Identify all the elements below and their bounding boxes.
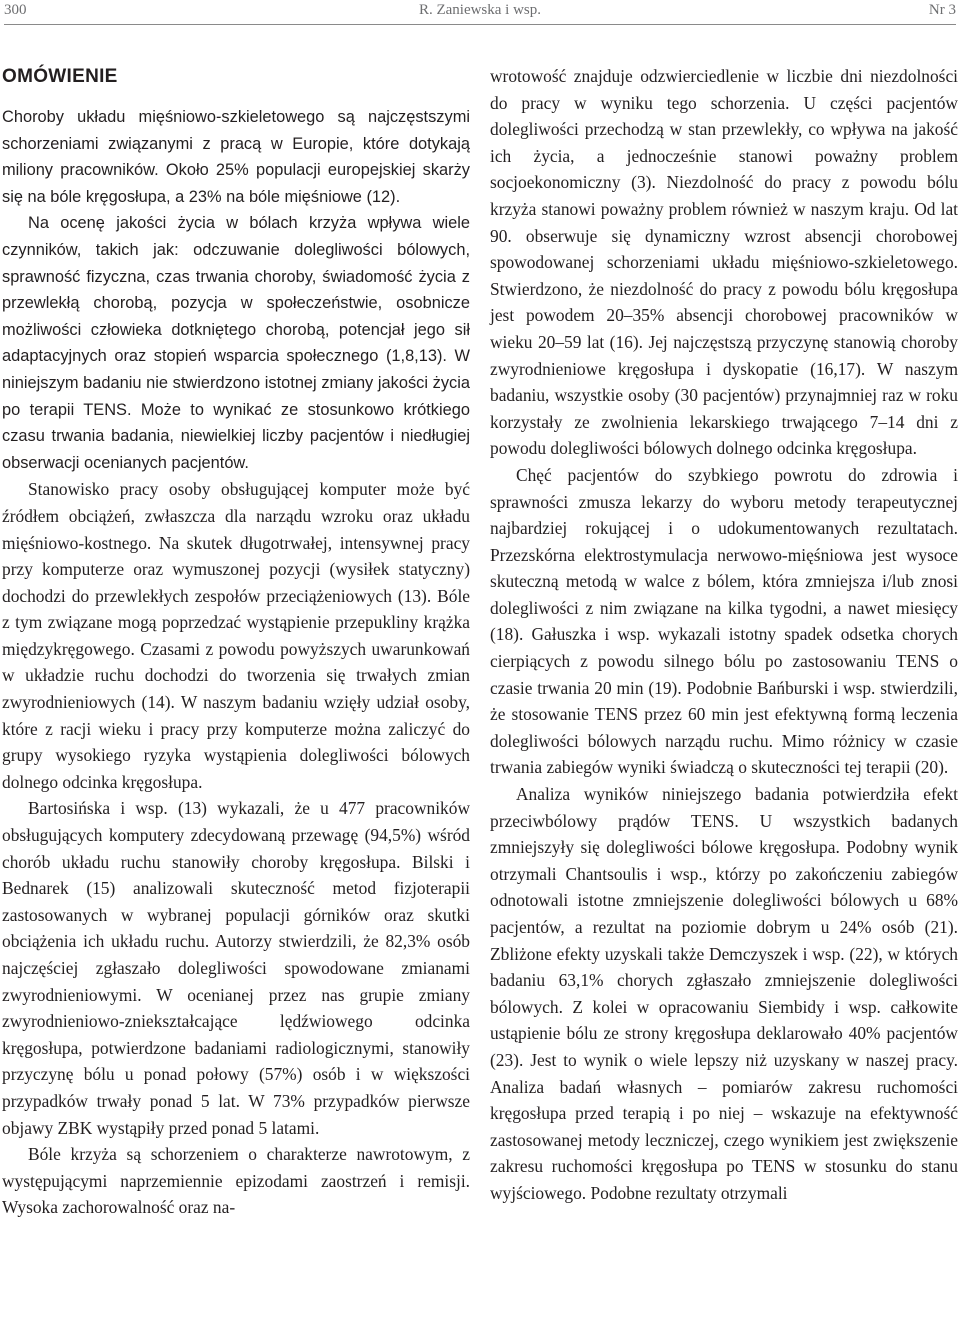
paragraph: Bartosińska i wsp. (13) wykazali, że u 477 pracowników obsługujących komputery zdecydowaną przewagę (94,5%) wśród chorób układu ruchu stanowiły choroby kręgosłupa. Bilski i Bednarek (15) analizowali skuteczność metod fizjoterapii zastosowanych w wybranej populacji górników oraz skutki obciążenia ich układu ruchu. Autorzy stwierdzili, że 82,3% osób najczęściej zgłaszało dolegliwości spowodowane zmianami zwyrodnieniowymi. W ocenianej przez nas grupie zmiany zwyrodnieniowo-zniekształcające lędźwiowego odcinka kręgosłupa, potwierdzone badaniami radiologicznymi, stanowiły przyczynę bólu u ponad połowy (57%) osób i w większości przypadków trwały ponad 5 lat. W 73% przypadków pierwsze objawy ZBK wystąpiły przed ponad 5 latami.: [2, 798, 470, 1138]
paragraph: Choroby układu mięśniowo-szkieletowego są najczęstszymi schorzeniami związanymi z pracą w Europie, które dotykają miliony pracowników. Około 25% populacji europejskiej skarży się na bóle kręgosłupa, a 23% na bóle mięśniowe (12).: [2, 108, 470, 206]
right-column: [490, 63, 958, 1207]
running-head-authors: R. Zaniewska i wsp.: [418, 2, 542, 18]
paragraph: Na ocenę jakości życia w bólach krzyża wpływa wiele czynników, takich jak: odczuwanie dolegliwości bólowych, sprawność fizyczna, czas trwania choroby, świadomość życia z przewlekłą chorobą, pozycja w społeczeństwie, osobnicze możliwości człowieka dotkniętego chorobą, potencjał jego sił adaptacyjnych oraz stopień wsparcia społecznego (1,8,13). W niniejszym badaniu nie stwierdzono istotnej zmiany jakości życia po terapii TENS. Może to wynikać ze stosunkowo krótkiego czasu trwania badania, niewielkiej liczby pacjentów i niedługiej obserwacji ocenianych pacjentów.: [2, 214, 470, 472]
issue-number: Nr 3: [928, 2, 956, 18]
paragraph: Analiza wyników niniejszego badania potwierdziła efekt przeciwbólowy prądów TENS. U wszystkich badanych zmniejszyły się dolegliwości bólowe kręgosłupa. Podobny wynik otrzymali Chantsoulis i wsp., którzy po zakończeniu zabiegów odnotowali istotne zmniejszenie dolegliwości bólowych u 68% pacjentów, a rezultat na poziomie dobrym u 24% osób (21). Zbliżone efekty uzyskali także Demczyszek i wsp. (22), w których badaniu 63,1% chorych zgłaszało zmniejszenie dolegliwości bólowych. Z kolei w opracowaniu Siembidy i wsp. całkowite ustąpienie bólu ze strony kręgosłupa deklarowało 40% pacjentów (23). Jest to wynik o wiele lepszy niż uzyskany w naszej pracy. Analiza badań własnych – pomiarów zakresu ruchomości kręgosłupa przed terapią i po niej – wskazuje na efektywność zastosowanej metody leczniczej, czego wynikiem jest zwiększenie zakresu ruchomości kręgosłupa po TENS w stosunku do stanu wyjściowego. Podobne rezultaty otrzymali: [490, 784, 958, 1203]
left-column: [2, 62, 470, 1221]
paragraph: Bóle krzyża są schorzeniem o charakterze nawrotowym, z występującymi naprzemiennie epizodami zaostrzeń i remisji. Wysoka zachorowalność oraz na-: [2, 1144, 470, 1218]
running-head: [4, 0, 956, 25]
paragraph: Stanowisko pracy osoby obsługującej komputer może być źródłem obciążeń, zwłaszcza dla narządu wzroku oraz układu mięśniowo-kostnego. Na skutek długotrwałej, intensywnej pracy przy komputerze oraz wymuszonej pozycji (wysiłek statyczny) dochodzi do przewlekłych zespołów przeciążeniowych (13). Bóle z tym związane mogą poprzedzać wystąpienie przepukliny krążka międzykręgowego. Czasami z powodu powyższych uwarunkowań w układzie ruchu dochodzi do tworzenia się trwałych zmian zwyrodnieniowych (14). W naszym badaniu wzięły udział osoby, które z racji wieku i pracy przy komputerze można zaliczyć do grupy wysokiego ryzyka wystąpienia dolegliwości bólowych dolnego odcinka kręgosłupa.: [2, 479, 470, 792]
section-title: OMÓWIENIE: [2, 66, 118, 87]
paragraph: Chęć pacjentów do szybkiego powrotu do zdrowia i sprawności zmusza lekarzy do wyboru metody terapeutycznej najbardziej rokującej i o udokumentowanych rezultatach. Przezskórna elektrostymulacja nerwowo-mięśniowa jest wysoce skuteczną metodą w walce z bólem, która zmniejsza i/lub znosi dolegliwości z nim związane na kilka tygodni, a nawet miesięcy (18). Gałuszka i wsp. wykazali istotny spadek odsetka chorych cierpiących z powodu silnego bólu po zastosowaniu TENS o czasie trwania 20 min (19). Podobnie Bańburski i wsp. stwierdzili, że stosowanie TENS przez 60 min jest efektywną formą leczenia dolegliwości bólowych narządu ruchu. Mimo różnicy w czasie trwania zabiegów wyniki świadczą o skuteczności tej terapii (20).: [490, 464, 958, 778]
page-number: 300: [4, 2, 27, 18]
paragraph: wrotowość znajduje odzwierciedlenie w liczbie dni niezdolności do pracy w wyniku tego schorzenia. U części pacjentów dolegliwości przechodzą w stan przewlekły, co wpływa na jakość ich życia, a jednocześnie stanowi poważny problem socjoekonomiczny (3). Niezdolność do pracy z powodu bólu krzyża stanowi poważny problem również w naszym kraju. Od lat 90. obserwuje się dynamiczny wzrost absencji chorobowej spowodowanej schorzeniami układu mięśniowo-szkieletowego. Stwierdzono, że niezdolność do pracy z powodu bólu kręgosłupa jest powodem 20–35% absencji chorobowej pracowników w wieku 20–59 lat (16). Jej najczęstszą przyczynę stanowią choroby zwyrodnieniowe kręgosłupa i dyskopatie (16,17). W naszym badaniu, wszystkie osoby (30 pacjentów) przynajmniej raz w roku korzystały ze zwolnienia lekarskiego trwającego 7–14 dni z powodu dolegliwości bólowych dolnego odcinka kręgosłupa.: [490, 66, 958, 459]
